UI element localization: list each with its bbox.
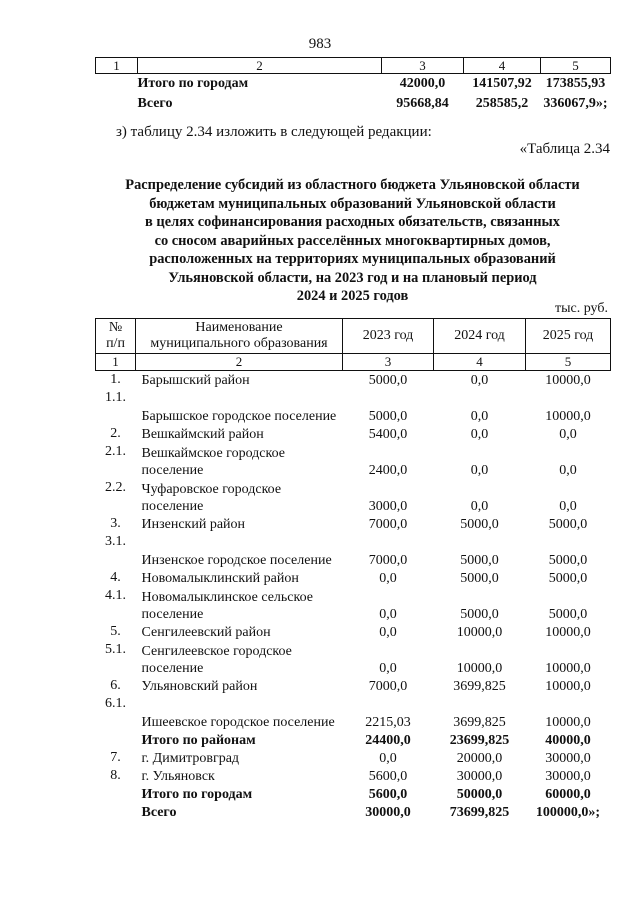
value-2023: 5600,0 <box>368 769 408 784</box>
total-row <box>96 731 611 749</box>
municipality-name: г. Ульяновск <box>141 769 215 784</box>
table-header-row <box>96 319 611 354</box>
value-2025: 30000,0 <box>545 769 591 784</box>
table-row <box>96 623 611 641</box>
value-2025: 10000,0 <box>545 679 591 694</box>
column-index: 5 <box>526 354 611 371</box>
municipality-name: Новомалыклинское сельское поселение <box>141 590 313 622</box>
municipality-name: Всего <box>141 805 177 820</box>
municipality-name: Вешкаймский район <box>141 427 264 442</box>
municipality-name: Барышское городское поселение <box>141 409 337 424</box>
value-2025: 5000,0 <box>548 517 588 532</box>
value-2023: 5000,0 <box>368 409 408 424</box>
row-number <box>96 731 136 749</box>
column-index: 2 <box>138 58 382 74</box>
column-index: 3 <box>382 58 464 74</box>
value-2024: 5000,0 <box>460 553 499 568</box>
value-2024: 5000,0 <box>460 517 499 532</box>
title-line: со сносом аварийных расселённых многоквартирных домов, <box>154 232 551 249</box>
value-2023: 7000,0 <box>368 679 408 694</box>
table-row <box>96 767 611 785</box>
cell-value: 95668,84 <box>396 96 449 111</box>
municipality-name: Итого по районам <box>141 733 256 748</box>
value-2023: 2400,0 <box>368 463 408 478</box>
value-2023: 0,0 <box>379 607 397 622</box>
value-2023: 5000,0 <box>368 373 408 388</box>
value-2025: 5000,0 <box>548 571 588 586</box>
table-row <box>96 389 611 425</box>
table-row <box>96 443 611 479</box>
value-2024: 10000,0 <box>456 625 503 640</box>
municipality-name: Итого по городам <box>141 787 253 802</box>
row-number: 1.1. <box>105 390 126 405</box>
value-2023: 5600,0 <box>368 787 408 802</box>
table-row <box>96 695 611 731</box>
total-row <box>96 74 611 95</box>
column-index: 4 <box>434 354 526 371</box>
value-2025: 30000,0 <box>545 751 591 766</box>
previous-table-fragment <box>95 57 611 114</box>
value-2025: 60000,0 <box>545 787 591 802</box>
value-2025: 0,0 <box>559 499 577 514</box>
row-number: 7. <box>110 750 121 765</box>
row-number: 4.1. <box>105 588 126 603</box>
value-2024: 0,0 <box>470 373 489 388</box>
column-index-row <box>96 58 611 74</box>
value-2025: 100000,0»; <box>535 805 601 820</box>
value-2025: 5000,0 <box>548 553 588 568</box>
value-2024: 73699,825 <box>449 805 510 820</box>
row-label: Итого по городам <box>137 76 249 91</box>
row-number: 2. <box>110 426 121 441</box>
table-row <box>96 425 611 443</box>
title-line: в целях софинансирования расходных обязательств, связанных <box>145 214 560 230</box>
cell-value: 173855,93 <box>545 76 606 91</box>
row-number: 6. <box>110 678 121 693</box>
title-line: Ульяновской области, на 2023 год и на плановый период <box>168 269 537 286</box>
total-row <box>96 94 611 114</box>
value-2025: 0,0 <box>559 427 577 442</box>
row-number: 5.1. <box>105 642 126 657</box>
cell-value: 336067,9»; <box>543 96 608 111</box>
value-2023: 0,0 <box>379 571 397 586</box>
value-2025: 10000,0 <box>545 715 591 730</box>
column-index-row <box>96 354 611 371</box>
value-2024: 0,0 <box>470 499 489 514</box>
value-2025: 0,0 <box>559 463 577 478</box>
municipality-name: Ишеевское городское поселение <box>141 715 335 730</box>
page-number: 983 <box>308 36 332 52</box>
amendment-instruction: з) таблицу 2.34 изложить в следующей редакции: <box>116 124 432 140</box>
row-number: 8. <box>110 768 121 783</box>
header-year-2024: 2024 год <box>434 319 526 354</box>
table-reference: «Таблица 2.34 <box>519 141 610 157</box>
header-year-2025: 2025 год <box>526 319 611 354</box>
value-2025: 10000,0 <box>545 409 591 424</box>
municipality-name: Инзенский район <box>141 517 246 532</box>
value-2025: 10000,0 <box>545 661 591 676</box>
municipality-name: Чуфаровское городское поселение <box>141 482 282 514</box>
table-row <box>96 479 611 515</box>
value-2024: 23699,825 <box>449 733 510 748</box>
value-2023: 30000,0 <box>365 805 411 820</box>
municipality-name: Новомалыклинский район <box>141 571 299 586</box>
table-row <box>96 371 611 390</box>
table-row <box>96 569 611 587</box>
cell-value: 141507,92 <box>472 76 532 91</box>
column-index: 2 <box>136 354 343 371</box>
value-2023: 5400,0 <box>368 427 408 442</box>
row-number <box>96 803 136 821</box>
column-index: 1 <box>96 354 136 371</box>
row-label: Всего <box>137 96 173 111</box>
municipality-name: Сенгилеевское городское поселение <box>141 644 292 676</box>
total-row <box>96 803 611 821</box>
total-row <box>96 785 611 803</box>
value-2025: 10000,0 <box>545 625 591 640</box>
value-2023: 7000,0 <box>368 517 408 532</box>
table-row <box>96 641 611 677</box>
header-number: № п/п <box>96 319 136 354</box>
row-number: 2.2. <box>105 480 126 495</box>
value-2023: 7000,0 <box>368 553 408 568</box>
value-2023: 24400,0 <box>365 733 411 748</box>
value-2023: 0,0 <box>379 661 397 676</box>
value-2024: 5000,0 <box>460 607 499 622</box>
value-2024: 3699,825 <box>453 715 506 730</box>
value-2024: 0,0 <box>470 409 489 424</box>
header-year-2023: 2023 год <box>343 319 434 354</box>
municipality-name: Барышский район <box>141 373 250 388</box>
value-2024: 20000,0 <box>456 751 503 766</box>
municipality-name: г. Димитровград <box>141 751 240 766</box>
cell-value: 42000,0 <box>399 76 446 91</box>
value-2023: 0,0 <box>379 751 397 766</box>
subsidy-table <box>95 318 611 821</box>
row-number: 3. <box>110 516 121 531</box>
title-line: расположенных на территориях муниципальных образований <box>149 251 556 267</box>
table-row <box>96 587 611 623</box>
header-municipality: Наименование муниципального образования <box>136 319 343 354</box>
row-number <box>96 785 136 803</box>
column-index: 1 <box>96 58 138 74</box>
units-label: тыс. руб. <box>555 301 608 316</box>
value-2025: 10000,0 <box>545 373 591 388</box>
column-index: 5 <box>541 58 611 74</box>
table-row <box>96 749 611 767</box>
row-number: 3.1. <box>105 534 126 549</box>
municipality-name: Инзенское городское поселение <box>141 553 332 568</box>
table-row <box>96 515 611 533</box>
row-number: 4. <box>110 570 121 585</box>
value-2025: 5000,0 <box>548 607 588 622</box>
title-line: бюджетам муниципальных образований Ульяновской области <box>149 195 556 212</box>
value-2024: 30000,0 <box>456 769 503 784</box>
value-2025: 40000,0 <box>545 733 591 748</box>
title-line: 2024 и 2025 годов <box>296 288 409 304</box>
row-number: 5. <box>110 624 121 639</box>
value-2023: 2215,03 <box>365 715 411 730</box>
value-2024: 0,0 <box>470 427 489 442</box>
row-number: 2.1. <box>105 444 126 459</box>
value-2024: 0,0 <box>470 463 489 478</box>
municipality-name: Ульяновский район <box>141 679 258 694</box>
value-2023: 3000,0 <box>368 499 408 514</box>
row-number: 1. <box>110 372 121 387</box>
column-index: 3 <box>343 354 434 371</box>
column-index: 4 <box>464 58 541 74</box>
value-2024: 3699,825 <box>453 679 506 694</box>
table-row <box>96 677 611 695</box>
row-number: 6.1. <box>105 696 126 711</box>
table-row <box>96 533 611 569</box>
table-title <box>95 176 610 306</box>
value-2024: 5000,0 <box>460 571 499 586</box>
value-2024: 10000,0 <box>456 661 503 676</box>
value-2024: 50000,0 <box>456 787 503 802</box>
cell-value: 258585,2 <box>475 96 529 111</box>
municipality-name: Вешкаймское городское поселение <box>141 446 285 478</box>
value-2023: 0,0 <box>379 625 397 640</box>
title-line: Распределение субсидий из областного бюджета Ульяновской области <box>125 177 580 193</box>
municipality-name: Сенгилеевский район <box>141 625 271 640</box>
